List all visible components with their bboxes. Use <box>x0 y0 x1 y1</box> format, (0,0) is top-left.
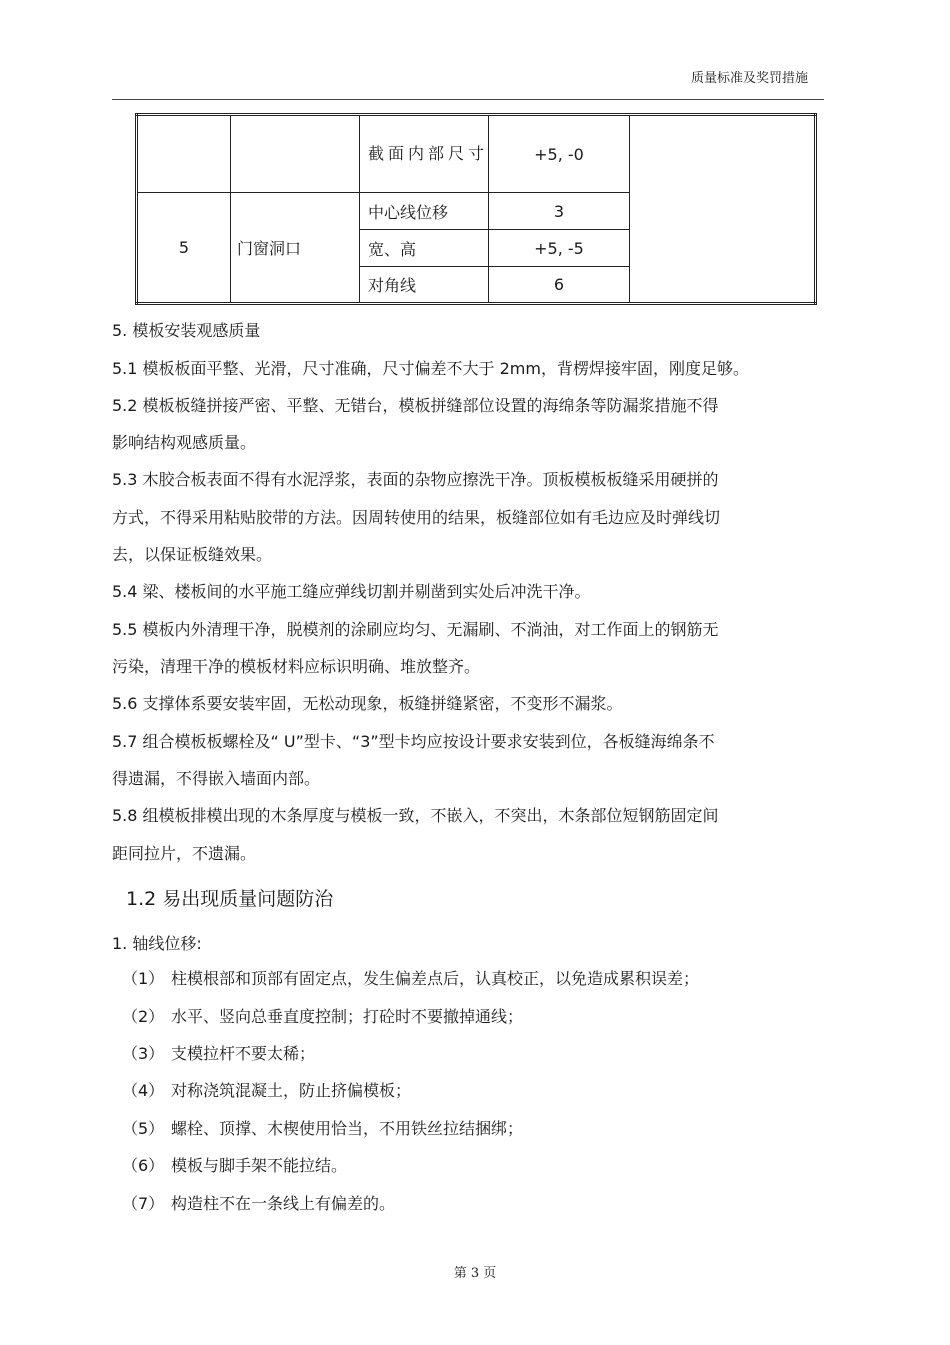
paragraph-5-8-line1: 5.8 组模板排模出现的木条厚度与模板一致，不嵌入，不突出，木条部位短钢筋固定间 <box>112 806 719 825</box>
paragraph-5-3-line1: 5.3 木胶合板表面不得有水泥浮浆，表面的杂物应擦洗干净。顶板模板板缝采用硬拼的 <box>112 470 719 489</box>
cell-name: 门窗洞口 <box>231 193 360 304</box>
list-item-text: 支模拉杆不要太稀； <box>171 1044 316 1063</box>
paragraph-5-7-line2: 得遗漏，不得嵌入墙面内部。 <box>112 769 321 788</box>
paragraph-5-4: 5.4 梁、楼板间的水平施工缝应弹线切割并剔凿到实处后冲洗干净。 <box>112 582 591 601</box>
list-item-text: 水平、竖向总垂直度控制；打砼时不要撤掉通线； <box>171 1007 524 1026</box>
cell-remark <box>630 115 816 304</box>
list-item-number: （6） <box>122 1156 165 1175</box>
list-item-number: （3） <box>122 1044 165 1063</box>
list-item-text: 模板与脚手架不能拉结。 <box>171 1156 348 1175</box>
list-item-text: 螺栓、顶撑、木楔使用恰当，不用铁丝拉结捆绑； <box>171 1119 524 1138</box>
section-1-2-title: 1.2 易出现质量问题防治 <box>126 888 334 910</box>
table-row <box>137 115 816 193</box>
cell-item: 宽、高 <box>360 230 489 267</box>
list-item-number: （5） <box>122 1119 165 1138</box>
cell-value: 3 <box>489 193 630 230</box>
cell-value: 6 <box>489 267 630 304</box>
paragraph-5-5-line1: 5.5 模板内外清理干净，脱模剂的涂刷应均匀、无漏刷、不淌油，对工作面上的钢筋无 <box>112 620 719 639</box>
cell-item: 截面内部尺寸 <box>360 115 489 193</box>
list-heading: 1. 轴线位移: <box>112 934 202 953</box>
paragraph-5-1: 5.1 模板板面平整、光滑，尺寸准确，尺寸偏差不大于 2mm，背楞焊接牢固，刚度足够。 <box>112 359 749 378</box>
list-item-text: 对称浇筑混凝土，防止挤偏模板； <box>171 1081 412 1100</box>
list-item-number: （4） <box>122 1081 165 1100</box>
paragraph-5-6: 5.6 支撑体系要安装牢固，无松动现象，板缝拼缝紧密，不变形不漏浆。 <box>112 694 623 713</box>
page-number: 第 3 页 <box>453 1266 497 1281</box>
header-divider <box>112 99 824 100</box>
section-5-heading: 5. 模板安装观感质量 <box>112 321 261 340</box>
cell-number: 5 <box>137 193 231 304</box>
paragraph-5-5-line2: 污染，清理干净的模板材料应标识明确、堆放整齐。 <box>112 657 481 676</box>
tolerance-table <box>135 113 817 305</box>
paragraph-5-7-line1: 5.7 组合模板板螺栓及“ U”型卡、“3”型卡均应按设计要求安装到位，各板缝海绵条不 <box>112 732 715 751</box>
cell-item: 对角线 <box>360 267 489 304</box>
paragraph-5-2-line2: 影响结构观感质量。 <box>112 433 257 452</box>
paragraph-5-8-line2: 距同拉片，不遗漏。 <box>112 844 257 863</box>
list-item-number: （7） <box>122 1194 165 1213</box>
list-item-number: （1） <box>122 969 165 988</box>
cell-item: 中心线位移 <box>360 193 489 230</box>
paragraph-5-3-line3: 去，以保证板缝效果。 <box>112 545 273 564</box>
page-header: 质量标准及奖罚措施 <box>690 71 808 86</box>
paragraph-5-3-line2: 方式，不得采用粘贴胶带的方法。因周转使用的结果，板缝部位如有毛边应及时弹线切 <box>112 508 721 527</box>
cell-value: +5, -0 <box>489 115 630 193</box>
list-item-text: 构造柱不在一条线上有偏差的。 <box>171 1194 396 1213</box>
cell-value: +5, -5 <box>489 230 630 267</box>
list-item-text: 柱模根部和顶部有固定点，发生偏差点后，认真校正，以免造成累积误差； <box>171 969 700 988</box>
cell-empty <box>137 115 231 193</box>
paragraph-5-2-line1: 5.2 模板板缝拼接严密、平整、无错台，模板拼缝部位设置的海绵条等防漏浆措施不得 <box>112 396 719 415</box>
list-item-number: （2） <box>122 1007 165 1026</box>
cell-empty <box>231 115 360 193</box>
